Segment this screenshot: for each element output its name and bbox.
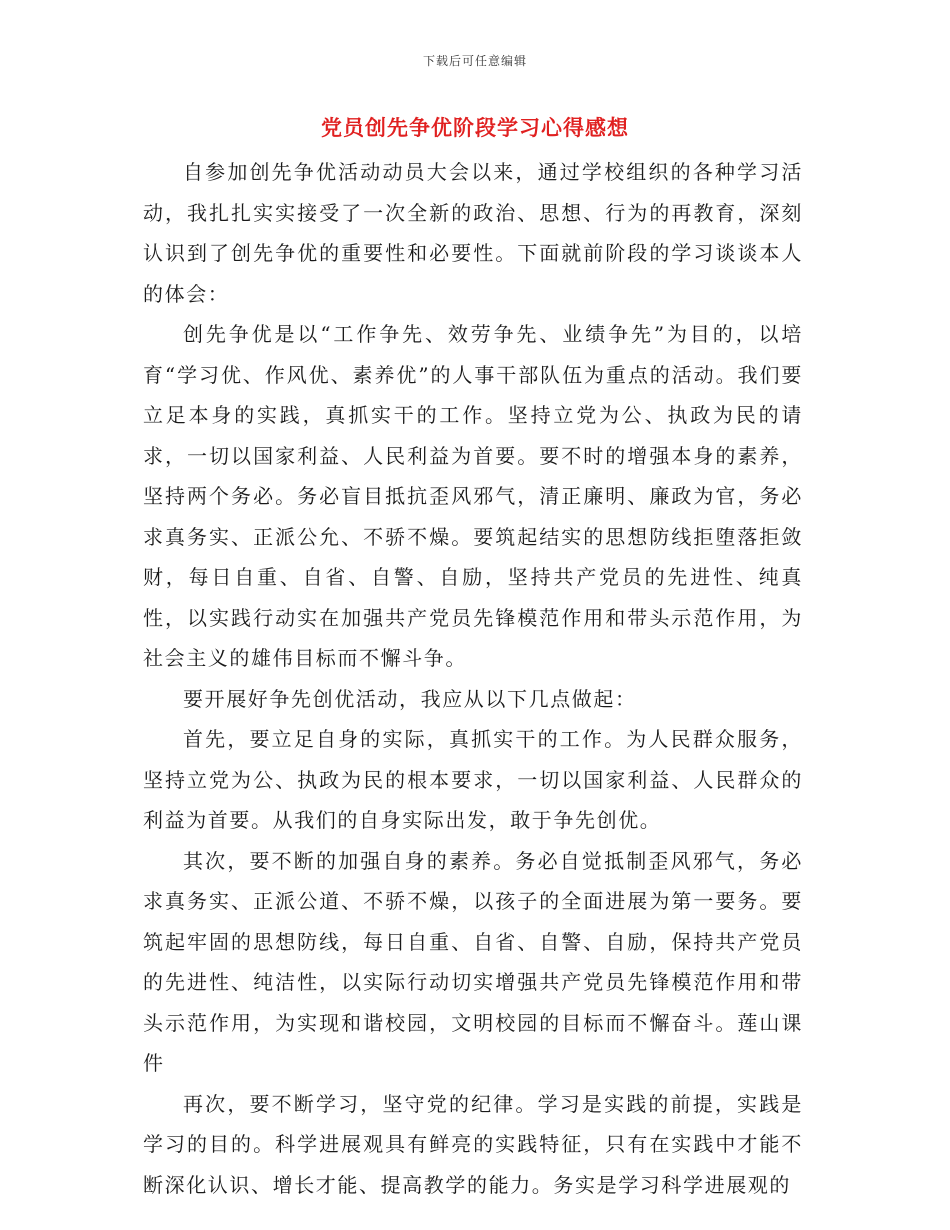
document-title: 党员创先争优阶段学习心得感想	[321, 116, 629, 140]
paragraph: 要开展好争先创优活动，我应从以下几点做起：	[183, 686, 637, 711]
document-body	[143, 152, 803, 1205]
paragraph: 自参加创先争优活动动员大会以来，通过学校组织的各种学习活动，我扎扎实实接受了一次全新的政治、思想、行为的再教育，深刻认识到了创先争优的重要性和必要性。下面就前阶段的学习谈谈本人的体会：	[143, 160, 803, 306]
paragraph: 其次，要不断的加强自身的素养。务必自觉抵制歪风邪气，务必求真务实、正派公道、不骄不燥，以孩子的全面进展为第一要务。要筑起牢固的思想防线，每日自重、自省、自警、自励，保持共产党员的先进性、纯洁性，以实际行动切实增强共产党员先锋模范作用和带头示范作用，为实现和谐校园，文明校园的目标而不懈奋斗。莲山课件	[143, 848, 803, 1075]
paragraph: 创先争优是以“工作争先、效劳争先、业绩争先”为目的，以培育“学习优、作风优、素养优”的人事干部队伍为重点的活动。我们要立足本身的实践，真抓实干的工作。坚持立党为公、执政为民的请求，一切以国家利益、人民利益为首要。要不时的增强本身的素养，坚持两个务必。务必盲目抵抗歪风邪气，清正廉明、廉政为官，务必求真务实、正派公允、不骄不燥。要筑起结实的思想防线拒堕落拒敛财，每日自重、自省、自警、自励，坚持共产党员的先进性、纯真性，以实践行动实在加强共产党员先锋模范作用和带头示范作用，为社会主义的雄伟目标而不懈斗争。	[143, 322, 803, 670]
paragraph: 首先，要立足自身的实际，真抓实干的工作。为人民群众服务，坚持立党为公、执政为民的根本要求，一切以国家利益、人民群众的利益为首要。从我们的自身实际出发，敢于争先创优。	[143, 727, 803, 832]
paragraph: 再次，要不断学习，坚守党的纪律。学习是实践的前提，实践是学习的目的。科学进展观具有鲜亮的实践特征，只有在实践中才能不断深化认识、增长才能、提高教学的能力。务实是学习科学进展观的	[143, 1091, 803, 1197]
header-note: 下载后可任意编辑	[422, 54, 527, 68]
